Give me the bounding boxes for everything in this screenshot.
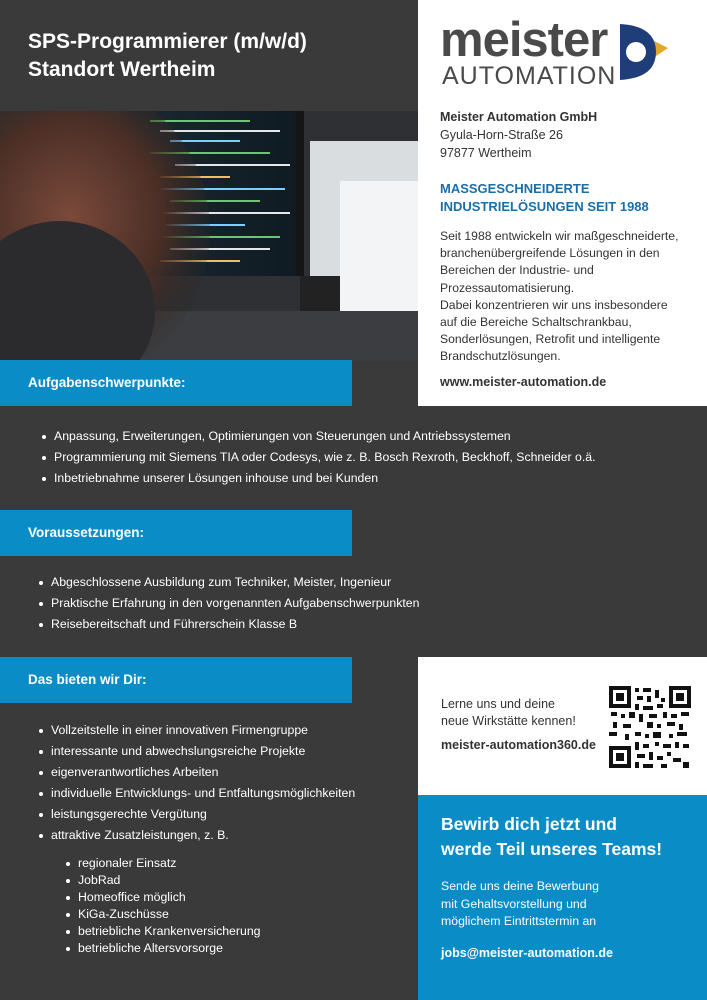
photo-illustration <box>0 111 418 361</box>
virtual-tour-link[interactable]: meister-automation360.de <box>441 738 596 752</box>
list-item: attraktive Zusatzleistungen, z. B. <box>37 825 355 846</box>
company-street: Gyula-Horn-Straße 26 <box>440 128 563 142</box>
qr-code[interactable] <box>609 686 691 768</box>
list-item: Inbetriebnahme unserer Lösungen inhouse und bei Kunden <box>40 468 596 489</box>
offer-heading: Das bieten wir Dir: <box>0 657 352 703</box>
list-item: individuelle Entwicklungs- und Entfaltungsmöglichkeiten <box>37 783 355 804</box>
application-heading-line1: Bewirb dich jetzt und <box>441 814 617 834</box>
application-email-link[interactable]: jobs@meister-automation.de <box>441 946 613 960</box>
company-city: 97877 Wertheim <box>440 146 532 160</box>
list-item: Anpassung, Erweiterungen, Optimierungen von Steuerungen und Antriebssystemen <box>40 426 596 447</box>
list-item: regionaler Einsatz <box>64 855 261 872</box>
application-text-line: möglichem Eintrittstermin an <box>441 914 597 928</box>
company-logo <box>440 13 675 94</box>
workplace-text-line2: neue Wirkstätte kennen! <box>441 714 576 728</box>
list-item: Programmierung mit Siemens TIA oder Codesys, wie z. B. Bosch Rexroth, Beckhoff, Schneider o.ä. <box>40 447 596 468</box>
logo-subtitle: AUTOMATION <box>442 62 617 90</box>
company-tagline <box>440 180 700 216</box>
benefits-list <box>64 855 261 957</box>
company-website-link[interactable]: www.meister-automation.de <box>440 375 607 389</box>
tagline-line1: MASSGESCHNEIDERTE <box>440 181 590 196</box>
about-line: auf die Bereiche Schaltschrankbau, <box>440 315 632 330</box>
list-item: Praktische Erfahrung in den vorgenannten Aufgabenschwerpunkten <box>37 593 419 614</box>
application-text-line: Sende uns deine Bewerbung <box>441 879 599 893</box>
offer-list <box>37 720 355 846</box>
list-item: Vollzeitstelle in einer innovativen Firmengruppe <box>37 720 355 741</box>
logo-mark-icon <box>616 22 672 82</box>
list-item: leistungsgerechte Vergütung <box>37 804 355 825</box>
application-heading <box>441 812 701 862</box>
list-item: Reisebereitschaft und Führerschein Klasse B <box>37 614 419 635</box>
application-text <box>441 878 691 931</box>
company-about <box>440 228 702 366</box>
job-title <box>28 28 408 84</box>
list-item: interessante und abwechslungsreiche Projekte <box>37 741 355 762</box>
list-item: KiGa-Zuschüsse <box>64 906 261 923</box>
list-item: Homeoffice möglich <box>64 889 261 906</box>
about-line: branchenübergreifende Lösungen in den <box>440 246 660 261</box>
list-item: JobRad <box>64 872 261 889</box>
job-title-line2: Standort Wertheim <box>28 58 216 81</box>
workplace-text-line1: Lerne uns und deine <box>441 697 555 711</box>
about-line: Dabei konzentrieren wir uns insbesondere <box>440 297 668 312</box>
requirements-list <box>37 572 419 635</box>
requirements-heading: Voraussetzungen: <box>0 510 352 556</box>
about-line: Bereichen der Industrie- und <box>440 263 594 278</box>
about-line: Seit 1988 entwickeln wir maßgeschneiderte, <box>440 229 679 243</box>
list-item: Abgeschlossene Ausbildung zum Techniker, Meister, Ingenieur <box>37 572 419 593</box>
list-item: betriebliche Krankenversicherung <box>64 923 261 940</box>
qr-code-icon <box>609 686 691 768</box>
about-line: Prozessautomatisierung. <box>440 280 575 295</box>
application-heading-line2: werde Teil unseres Teams! <box>441 839 663 859</box>
logo-wordmark: meister <box>440 13 608 67</box>
job-title-line1: SPS-Programmierer (m/w/d) <box>28 30 307 53</box>
tasks-list <box>40 426 596 489</box>
tasks-heading: Aufgabenschwerpunkte: <box>0 360 352 406</box>
application-text-line: mit Gehaltsvorstellung und <box>441 896 587 911</box>
list-item: eigenverantwortliches Arbeiten <box>37 762 355 783</box>
about-line: Brandschutzlösungen. <box>440 349 561 364</box>
company-name: Meister Automation GmbH <box>440 110 598 124</box>
list-item: betriebliche Altersvorsorge <box>64 940 261 957</box>
about-line: Sonderlösungen, Retrofit und intelligente <box>440 332 661 347</box>
tagline-line2: INDUSTRIELÖSUNGEN SEIT 1988 <box>440 199 649 214</box>
header-photo <box>0 111 418 361</box>
